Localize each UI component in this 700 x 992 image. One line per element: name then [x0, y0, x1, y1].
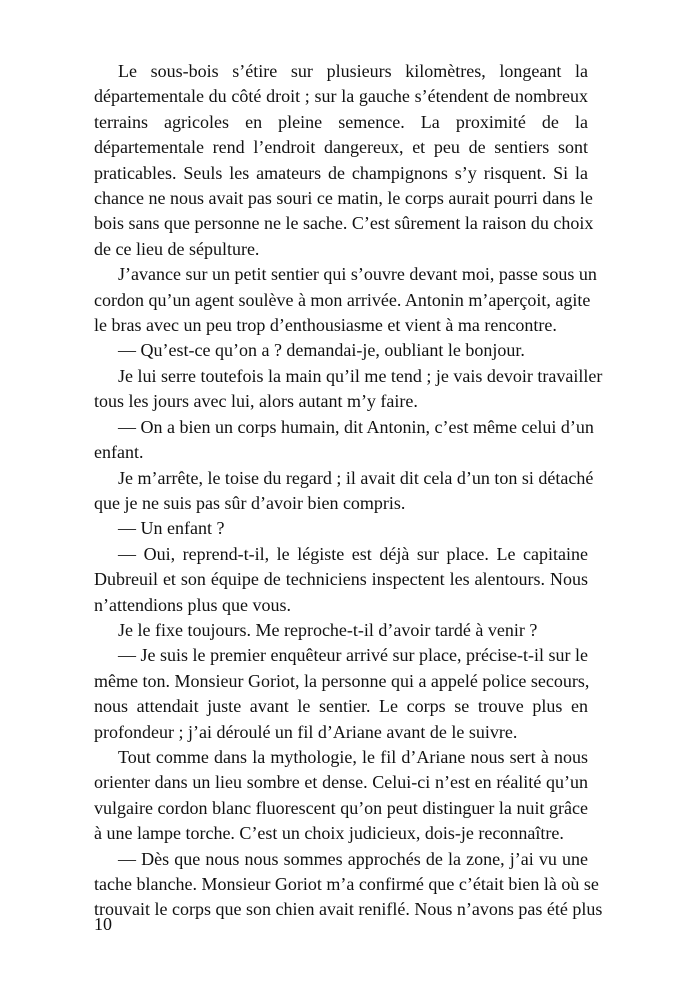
- paragraph: [94, 364, 603, 415]
- text-line: Je m’arrête, le toise du regard ; il avait dit cela d’un ton si détaché: [118, 467, 594, 488]
- text-line: bois sans que personne ne le sache. C’est sûrement la raison du choix: [94, 213, 594, 234]
- body-text: [94, 59, 603, 923]
- text-line: le bras avec un peu trop d’enthousiasme et vient à ma rencontre.: [94, 315, 557, 336]
- paragraph: [94, 618, 588, 643]
- text-line: chance ne nous avait pas souri ce matin, le corps aurait pourri dans le: [94, 188, 593, 209]
- text-line: que je ne suis pas sûr d’avoir bien compris.: [94, 492, 406, 513]
- page-number: 10: [94, 914, 112, 934]
- paragraph: [94, 516, 588, 541]
- text-line: de ce lieu de sépulture.: [94, 238, 260, 259]
- text-line: — On a bien un corps humain, dit Antonin, c’est même celui d’un: [118, 416, 594, 437]
- text-line: orienter dans un lieu sombre et dense. Celui-ci n’est en réalité qu’un: [94, 772, 588, 793]
- paragraph: [94, 745, 588, 847]
- text-line: Je le fixe toujours. Me reproche-t-il d’avoir tardé à venir ?: [118, 619, 538, 640]
- text-line: enfant.: [94, 442, 144, 463]
- text-line: trouvait le corps que son chien avait reniflé. Nous n’avons pas été plus: [94, 899, 603, 920]
- paragraph: [94, 415, 594, 466]
- text-line: départementale rend l’endroit dangereux, et peu de sentiers sont: [94, 137, 588, 158]
- text-line: — Qu’est-ce qu’on a ? demandai-je, oubliant le bonjour.: [118, 340, 525, 361]
- text-line: Le sous-bois s’étire sur plusieurs kilomètres, longeant la: [118, 61, 588, 81]
- text-line: tous les jours avec lui, alors autant m’y faire.: [94, 391, 418, 412]
- text-line: même ton. Monsieur Goriot, la personne qui a appelé police secours,: [94, 670, 590, 691]
- text-line: Tout comme dans la mythologie, le fil d’Ariane nous sert à nous: [118, 746, 588, 767]
- paragraph: [94, 542, 588, 618]
- text-line: J’avance sur un petit sentier qui s’ouvre devant moi, passe sous un: [118, 264, 597, 285]
- text-line: Je lui serre toutefois la main qu’il me tend ; je vais devoir travailler: [118, 365, 603, 386]
- text-line: nous attendait juste avant le sentier. Le corps se trouve plus en: [94, 696, 588, 717]
- paragraph: [94, 59, 594, 262]
- text-line: à une lampe torche. C’est un choix judicieux, dois-je reconnaître.: [94, 823, 564, 844]
- paragraph: [94, 643, 588, 745]
- text-line: — Un enfant ?: [118, 518, 225, 539]
- paragraph: [94, 847, 603, 923]
- paragraph: [94, 338, 588, 363]
- text-line: tache blanche. Monsieur Goriot m’a confirmé que c’était bien là où se: [94, 874, 599, 894]
- text-line: profondeur ; j’ai déroulé un fil d’Ariane avant de le suivre.: [94, 721, 518, 742]
- paragraph: [94, 466, 594, 517]
- text-line: — Oui, reprend-t-il, le légiste est déjà sur place. Le capitaine: [118, 543, 588, 564]
- paragraph: [94, 262, 597, 338]
- text-line: — Dès que nous nous sommes approchés de la zone, j’ai vu une: [118, 848, 588, 869]
- text-line: n’attendions plus que vous.: [94, 594, 291, 615]
- text-line: vulgaire cordon blanc fluorescent qu’on peut distinguer la nuit grâce: [94, 797, 588, 818]
- text-line: départementale du côté droit ; sur la gauche s’étendent de nombreux: [94, 86, 588, 107]
- text-line: terrains agricoles en pleine semence. La proximité de la: [94, 111, 588, 132]
- text-line: — Je suis le premier enquêteur arrivé sur place, précise-t-il sur le: [118, 645, 588, 666]
- text-line: Dubreuil et son équipe de techniciens inspectent les alentours. Nous: [94, 569, 588, 590]
- text-line: cordon qu’un agent soulève à mon arrivée. Antonin m’aperçoit, agite: [94, 289, 591, 310]
- text-line: praticables. Seuls les amateurs de champignons s’y risquent. Si la: [94, 162, 588, 183]
